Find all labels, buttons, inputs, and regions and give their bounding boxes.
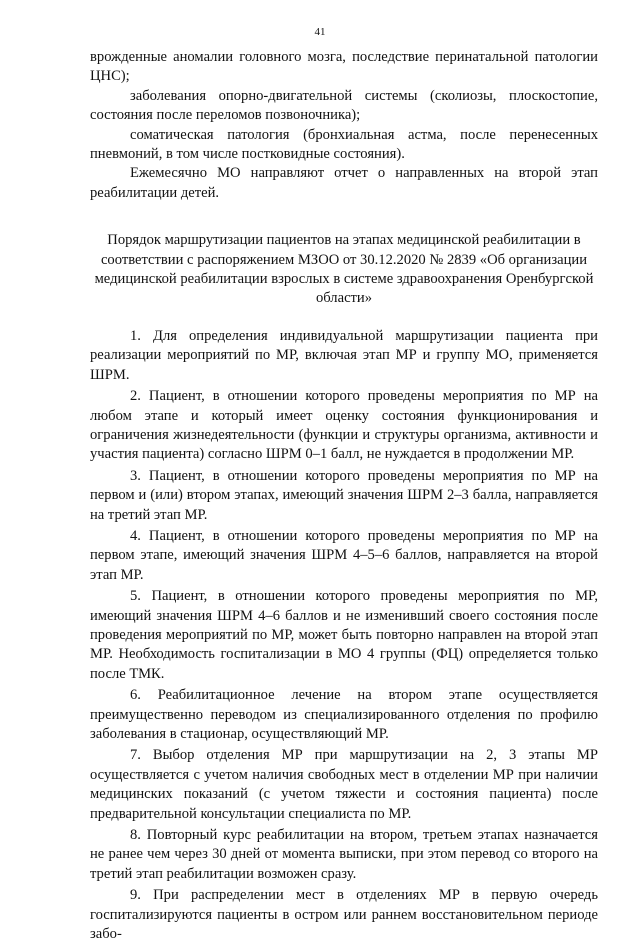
list-item-7: 7. Выбор отделения МР при маршрутизации на 2, 3 этапы МР осуществляется с учетом наличия свободных мест в отделении МР при наличии медицинских показаний (с учетом тяжести и состояния пациента) после предварительной консультации специалиста по МР. xyxy=(90,747,598,822)
paragraph-intro-2: заболевания опорно-двигательной системы (сколиозы, плоскостопие, состояния после переломов позвоночника); xyxy=(90,87,598,124)
list-item-4: 4. Пациент, в отношении которого проведены мероприятия по МР на первом этапе, имеющий значения ШРМ 4–5–6 баллов, направляется на второй этап МР. xyxy=(90,527,598,583)
page-number: 41 xyxy=(314,26,326,38)
list-item-2: 2. Пациент, в отношении которого проведены мероприятия по МР на любом этапе и который имеет оценку состояния функционирования и ограничения жизнедеятельности (функции и структуры организма, активности и участия пациента) согласно ШРМ 0–1 балл, не нуждается в продолжении МР. xyxy=(90,388,598,463)
list-item-1: 1. Для определения индивидуальной маршрутизации пациента при реализации мероприятий по МР, включая этап МР и группу МО, применяется ШРМ. xyxy=(90,327,598,383)
paragraph-intro-3: соматическая патология (бронхиальная астма, после перенесенных пневмоний, в том числе постковидные состояния). xyxy=(90,126,598,163)
document-body xyxy=(90,48,598,944)
paragraph-intro-4: Ежемесячно МО направляют отчет о направленных на второй этап реабилитации детей. xyxy=(90,165,598,201)
list-item-8: 8. Повторный курс реабилитации на втором, третьем этапах назначается не ранее чем через 30 дней от момента выписки, при этом перевод со второго на третий этап реабилитации возможен сразу. xyxy=(90,827,598,882)
list-item-6: 6. Реабилитационное лечение на втором этапе осуществляется преимущественно переводом из специализированного отделения по профилю заболевания в стационар, осуществляющий МР. xyxy=(90,687,598,742)
paragraph-intro-1: врожденные аномалии головного мозга, последствие перинатальной патологии ЦНС); xyxy=(90,49,598,85)
list-item-3: 3. Пациент, в отношении которого проведены мероприятия по МР на первом и (или) втором этапах, имеющий значения ШРМ 2–3 балла, направляется на третий этап МР. xyxy=(90,467,598,523)
list-item-9: 9. При распределении мест в отделениях МР в первую очередь госпитализируются пациенты в остром или раннем восстановительном периоде забо- xyxy=(90,887,598,943)
section-title: Порядок маршрутизации пациентов на этапах медицинской реабилитации в соответствии с распоряжением МЗОО от 30.12.2020 № 2839 «Об организации медицинской реабилитации взрослых в системе здравоохранения Оренбургской области» xyxy=(94,232,594,307)
list-item-5: 5. Пациент, в отношении которого проведены мероприятия по МР, имеющий значения ШРМ 4–6 баллов и не изменивший своего состояния после проведения мероприятий по МР, может быть повторно направлен на второй этап МР. Необходимость госпитализации в МО 4 группы (ФЦ) определяется только после ТМК. xyxy=(90,588,598,682)
